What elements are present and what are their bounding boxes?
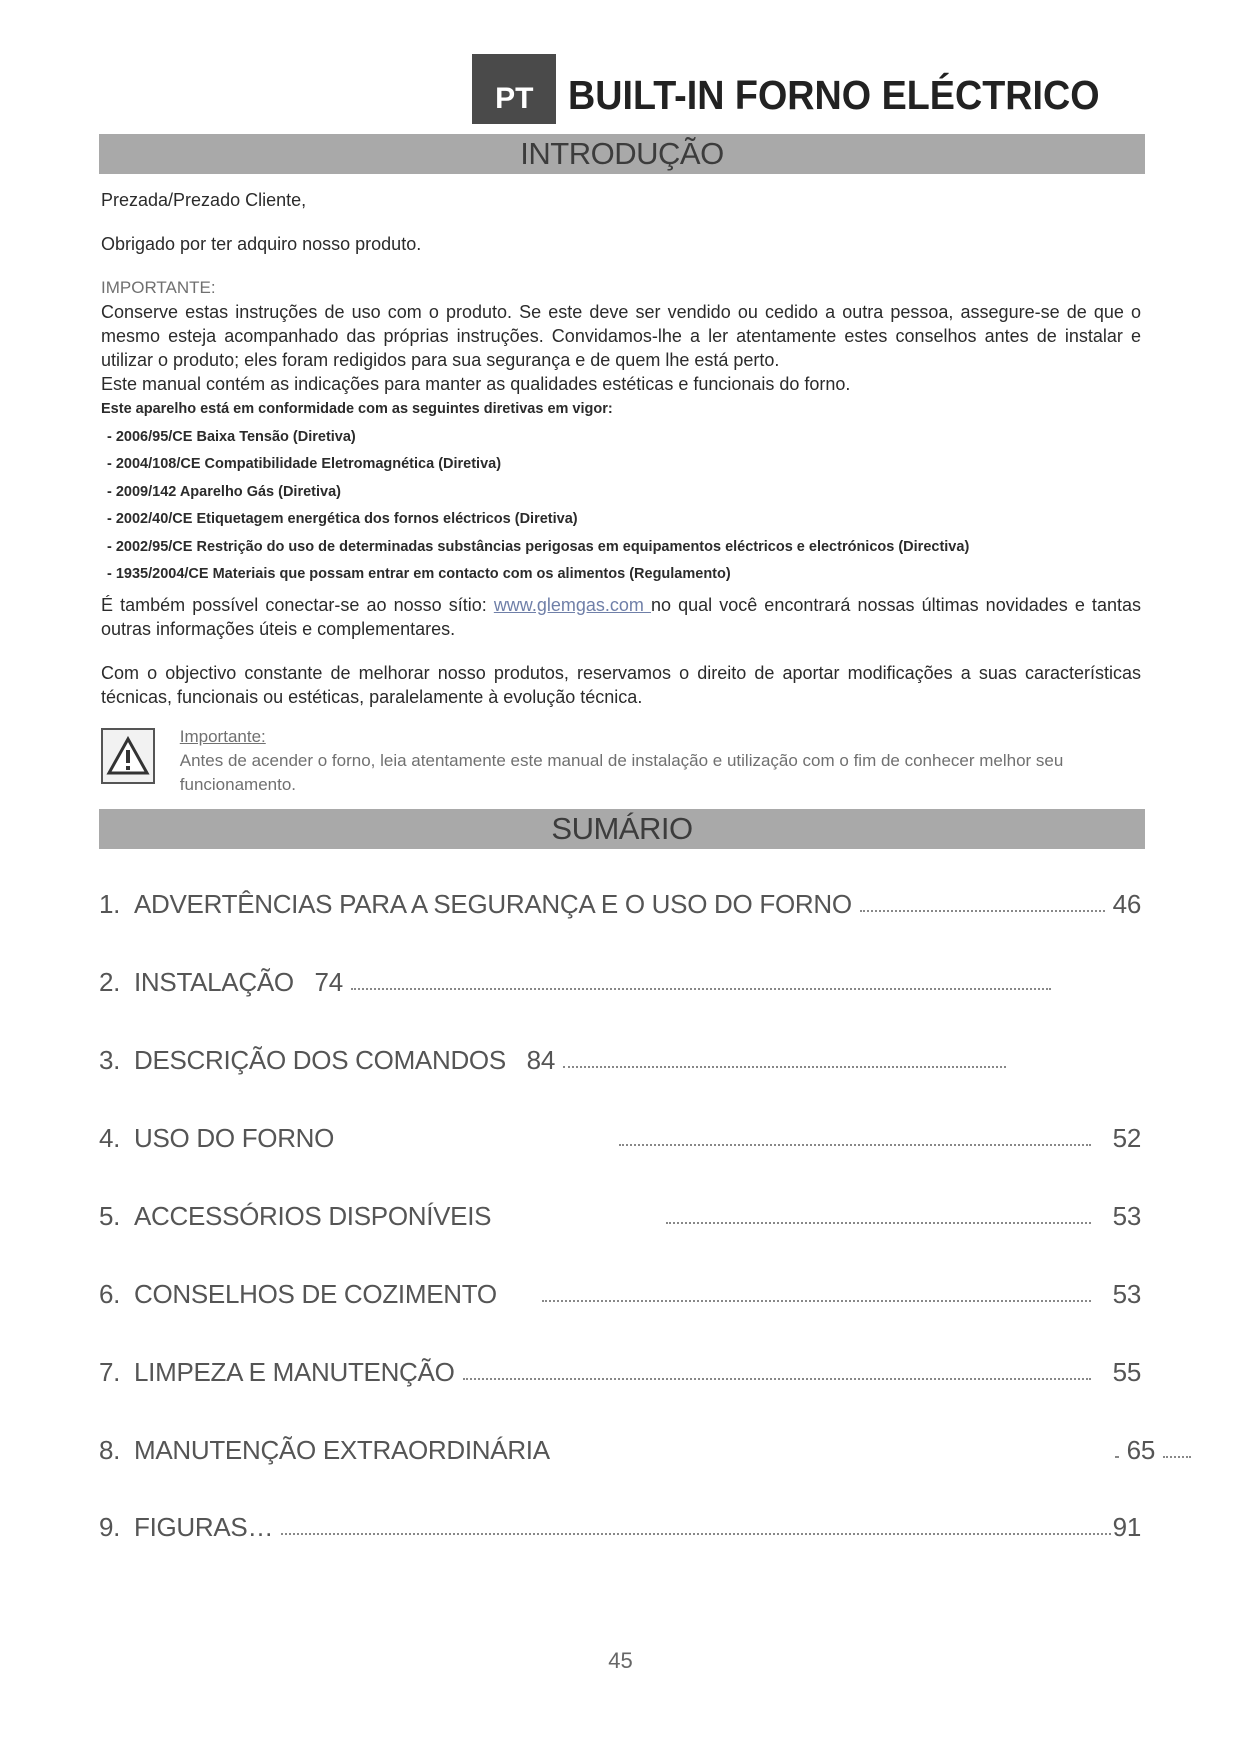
directive-item: - 2004/108/CE Compatibilidade Eletromagnética (Diretiva): [107, 456, 502, 472]
toc-label: FIGURAS…: [134, 1512, 274, 1542]
toc-dot-leader: [1163, 1456, 1191, 1458]
directive-item: - 2002/40/CE Etiquetagem energética dos fornos eléctricos (Diretiva): [107, 511, 578, 527]
toc-page: 55: [1112, 1357, 1141, 1387]
toc-dot-leader: [463, 1378, 1091, 1380]
thanks-text: Obrigado por ter adquiro nosso produto.: [101, 234, 422, 254]
toc-dot-leader: [860, 910, 1105, 912]
toc-label: LIMPEZA E MANUTENÇÃO: [134, 1357, 455, 1387]
section-heading-intro: INTRODUÇÃO: [99, 134, 1145, 174]
intro-paragraph-3: Com o objectivo constante de melhorar nosso produtos, reservamos o direito de aportar modificações a suas características técnicas, funcionais ou estéticas, paralelamente à evolução técnica.: [101, 662, 1141, 707]
toc-label: INSTALAÇÃO 74: [134, 967, 343, 997]
toc-item[interactable]: [99, 1114, 1141, 1154]
warning-text-block: [180, 725, 1141, 797]
toc-number: 4.: [99, 1123, 121, 1153]
website-text-after: no qual você encontrará nossas últimas novidades e tantas outras informações úteis e complementares.: [101, 594, 1141, 639]
directive-item: - 1935/2004/CE Materiais que possam entrar em contacto com os alimentos (Regulamento): [107, 566, 731, 582]
toc-item[interactable]: [99, 1426, 1199, 1466]
toc-dot-leader: [281, 1533, 1111, 1535]
toc-item[interactable]: [99, 1503, 1141, 1543]
directive-item: - 2009/142 Aparelho Gás (Diretiva): [107, 483, 341, 500]
toc-label: MANUTENÇÃO EXTRAORDINÁRIA: [134, 1435, 550, 1465]
greeting: Prezada/Prezado Cliente,: [101, 190, 307, 210]
website-paragraph: [101, 593, 1141, 641]
document-title: BUILT-IN FORNO ELÉCTRICO: [568, 72, 1100, 118]
document-header: [472, 52, 1146, 124]
toc-number: 7.: [99, 1357, 121, 1387]
toc-item[interactable]: [99, 1036, 1014, 1076]
toc-number: 1.: [99, 889, 121, 919]
toc-label: CONSELHOS DE COZIMENTO: [134, 1279, 497, 1309]
toc-number: 5.: [99, 1201, 121, 1231]
toc-label: USO DO FORNO: [134, 1123, 335, 1153]
toc-page: 53: [1112, 1201, 1141, 1231]
warning-text: Antes de acender o forno, leia atentamente este manual de instalação e utilização com o fim de conhecer melhor seu funcionamento.: [179, 751, 1064, 794]
intro-paragraph-1: Conserve estas instruções de uso com o produto. Se este deve ser vendido ou cedido a outra pessoa, assegure-se de que o mesmo esteja acompanhado das próprias instruções. Convidamos-lhe a ler atentamente estes conselhos antes de instalar e utilizar o produto; eles foram redigidos para sua segurança e de quem lhe está perto.: [101, 302, 1141, 370]
toc-dot-leader: [619, 1144, 1091, 1146]
toc-number: 3.: [99, 1045, 121, 1075]
toc-dot-leader: [542, 1300, 1091, 1302]
toc-page: 65: [1126, 1435, 1155, 1465]
directive-item: - 2006/95/CE Baixa Tensão (Diretiva): [107, 428, 356, 445]
toc-label: ADVERTÊNCIAS PARA A SEGURANÇA E O USO DO FORNO: [134, 889, 852, 919]
directives-list: [101, 424, 1141, 589]
toc-item[interactable]: [99, 958, 1059, 998]
toc-number: 8.: [99, 1435, 121, 1465]
toc-item[interactable]: [99, 1270, 1141, 1310]
directive-item: - 2002/95/CE Restrição do uso de determinadas substâncias perigosas em equipamentos eléctricos e electrónicos (Directiva): [107, 538, 970, 555]
intro-body: [101, 188, 1141, 709]
toc-label: ACCESSÓRIOS DISPONÍVEIS: [134, 1201, 492, 1231]
section-heading-summary: SUMÁRIO: [99, 809, 1145, 849]
toc-dot-leader: [1115, 1456, 1119, 1458]
toc-page: 53: [1112, 1279, 1141, 1309]
toc-dot-leader: [666, 1222, 1090, 1224]
language-badge: PT: [472, 54, 556, 124]
warning-label: Importante:: [179, 727, 266, 746]
toc-page: 46: [1112, 889, 1141, 919]
toc-number: 2.: [99, 967, 121, 997]
warning-triangle-icon: [101, 728, 155, 784]
toc-dot-leader: [351, 988, 1051, 990]
toc-number: 9.: [99, 1512, 121, 1542]
website-text-before: É também possível conectar-se ao nosso sítio:: [101, 594, 494, 615]
important-label: IMPORTANTE:: [101, 278, 216, 297]
warning-note: [101, 725, 1141, 797]
toc-page: 52: [1112, 1123, 1141, 1153]
toc-number: 6.: [99, 1279, 121, 1309]
website-link[interactable]: www.glemgas.com: [493, 594, 651, 615]
toc-label: DESCRIÇÃO DOS COMANDOS 84: [134, 1045, 555, 1075]
page-number: 45: [608, 1648, 633, 1673]
toc-item[interactable]: [99, 1192, 1141, 1232]
toc-item[interactable]: [99, 880, 1141, 920]
directives-intro: Este aparelho está em conformidade com as seguintes diretivas em vigor:: [101, 401, 613, 417]
toc-page: 91: [1112, 1512, 1141, 1542]
toc-dot-leader: [563, 1066, 1006, 1068]
intro-paragraph-2: Este manual contém as indicações para manter as qualidades estéticas e funcionais do forno.: [101, 374, 851, 394]
toc-item[interactable]: [99, 1348, 1141, 1388]
